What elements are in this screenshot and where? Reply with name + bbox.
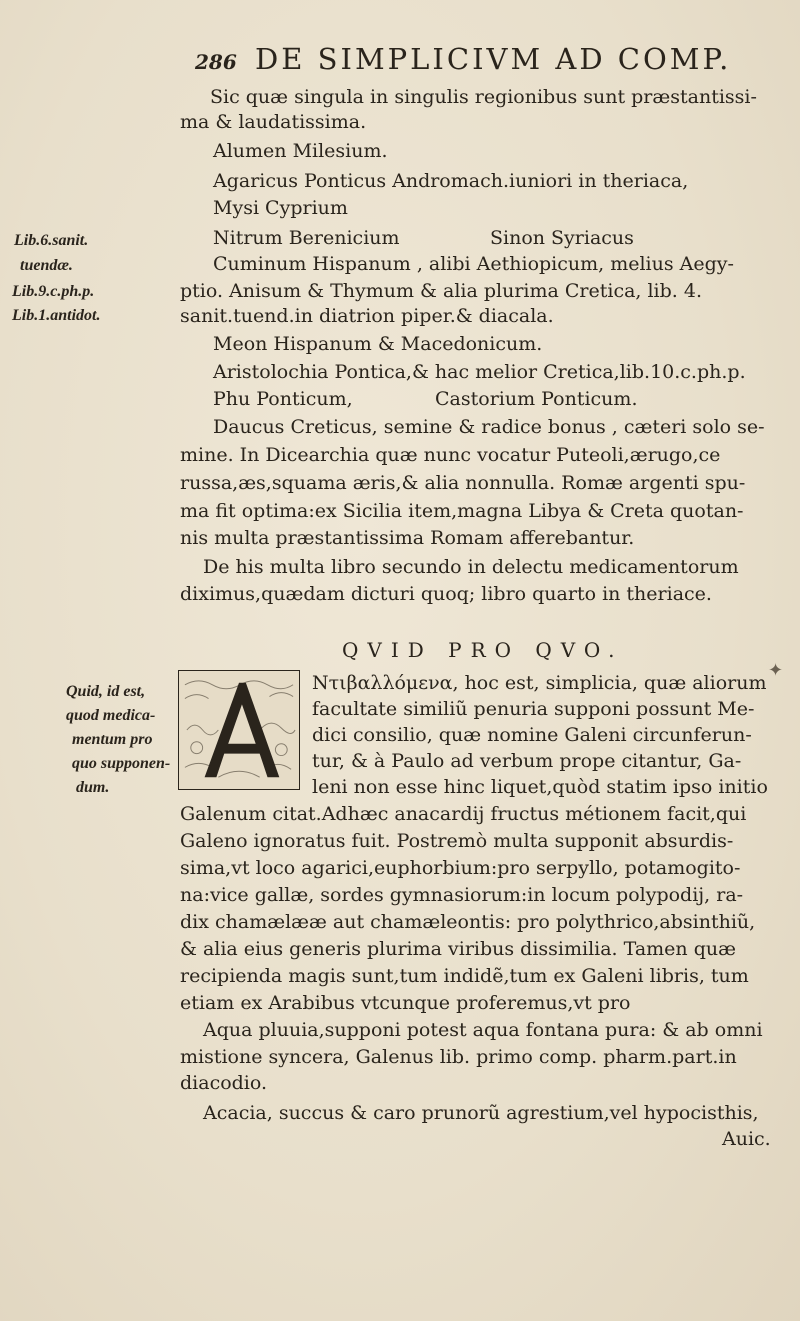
text-line: etiam ex Arabibus vtcunque proferemus,vt pro (180, 992, 631, 1014)
text-line: nis multa præstantissima Romam afferebantur. (180, 527, 635, 549)
margin-note: quo supponen- (72, 755, 171, 772)
running-head: DE SIMPLICIVM AD COMP. (255, 42, 732, 76)
woodcut-initial-letter-a-icon (179, 671, 299, 789)
text-line: Auic. (722, 1128, 771, 1150)
text-line: & alia eius generis plurima viribus dissimilia. Tamen quæ (180, 938, 736, 960)
text-line: diximus,quædam dicturi quoq; libro quarto in theriace. (180, 583, 712, 605)
text-line: diacodio. (180, 1072, 268, 1094)
text-line: Sic quæ singula in singulis regionibus sunt præstantissi- (210, 86, 757, 108)
text-line: mine. In Dicearchia quæ nunc vocatur Puteoli,ærugo,ce (180, 444, 721, 466)
text-line: sanit.tuend.in diatrion piper.& diacala. (180, 305, 554, 327)
text-line: Galeno ignoratus fuit. Postremò multa supponit absurdis- (180, 830, 734, 852)
text-line: ma fit optima:ex Sicilia item,magna Libya & Creta quotan- (180, 500, 744, 522)
margin-note: Quid, id est, (66, 683, 146, 700)
text-line: dici consilio, quæ nomine Galeni circunferun- (312, 724, 752, 746)
margin-note: mentum pro (72, 731, 153, 748)
page-header (0, 42, 800, 82)
text-line: facultate similiũ penuria supponi possunt Me- (312, 698, 755, 720)
margin-note: tuendæ. (20, 257, 73, 274)
text-line: Daucus Creticus, semine & radice bonus , cæteri solo se- (213, 416, 765, 438)
text-line: Cuminum Hispanum , alibi Aethiopicum, melius Aegy- (213, 253, 734, 275)
text-line: Phu Ponticum, (213, 388, 353, 410)
margin-note: dum. (76, 779, 110, 796)
text-line: Mysi Cyprium (213, 197, 348, 219)
text-line: russa,æs,squama æris,& alia nonnulla. Romæ argenti spu- (180, 472, 746, 494)
text-line: Ντιβαλλόμενα, hoc est, simplicia, quæ aliorum (312, 672, 767, 694)
text-line: Aristolochia Pontica,& hac melior Cretica,lib.10.c.ph.p. (213, 361, 746, 383)
text-line: sima,vt loco agarici,euphorbium:pro serpyllo, potamogito- (180, 857, 741, 879)
text-line: Meon Hispanum & Macedonicum. (213, 333, 543, 355)
text-line: Sinon Syriacus (490, 227, 634, 249)
page-number: 286 (195, 50, 237, 74)
text-line: ptio. Anisum & Thymum & alia plurima Cretica, lib. 4. (180, 280, 703, 302)
margin-note: Lib.9.c.ph.p. (12, 283, 95, 300)
text-line: Acacia, succus & caro prunorũ agrestium,vel hypocisthis, (203, 1102, 759, 1124)
margin-note: Lib.6.sanit. (14, 232, 89, 249)
text-line: tur, & à Paulo ad verbum prope citantur, Ga- (312, 750, 742, 772)
text-line: De his multa libro secundo in delectu medicamentorum (203, 556, 739, 578)
text-line: Agaricus Ponticus Andromach.iuniori in theriaca, (213, 170, 689, 192)
text-line: recipienda magis sunt,tum indidẽ,tum ex Galeni libris, tum (180, 965, 749, 987)
margin-note: Lib.1.antidot. (12, 307, 101, 324)
text-line: Castorium Ponticum. (435, 388, 638, 410)
text-line: Alumen Milesium. (213, 140, 388, 162)
text-line: Nitrum Berenicium (213, 227, 400, 249)
text-line: leni non esse hinc liquet,quòd statim ipso initio (312, 776, 768, 798)
decorated-initial (178, 670, 300, 790)
margin-note: quod medica- (66, 707, 156, 724)
ornament-mark: ✦ (768, 660, 784, 681)
text-line: na:vice gallæ, sordes gymnasiorum:in locum polypodij, ra- (180, 884, 744, 906)
text-line: Galenum citat.Adhæc anacardij fructus métionem facit,qui (180, 803, 747, 825)
text-line: ma & laudatissima. (180, 111, 367, 133)
text-line: Aqua pluuia,supponi potest aqua fontana pura: & ab omni (203, 1019, 763, 1041)
text-line: dix chamælææ aut chamæleontis: pro polythrico,absinthiũ, (180, 911, 756, 933)
section-heading: QVID PRO QVO. (342, 638, 624, 662)
text-line: mistione syncera, Galenus lib. primo comp. pharm.part.in (180, 1046, 737, 1068)
